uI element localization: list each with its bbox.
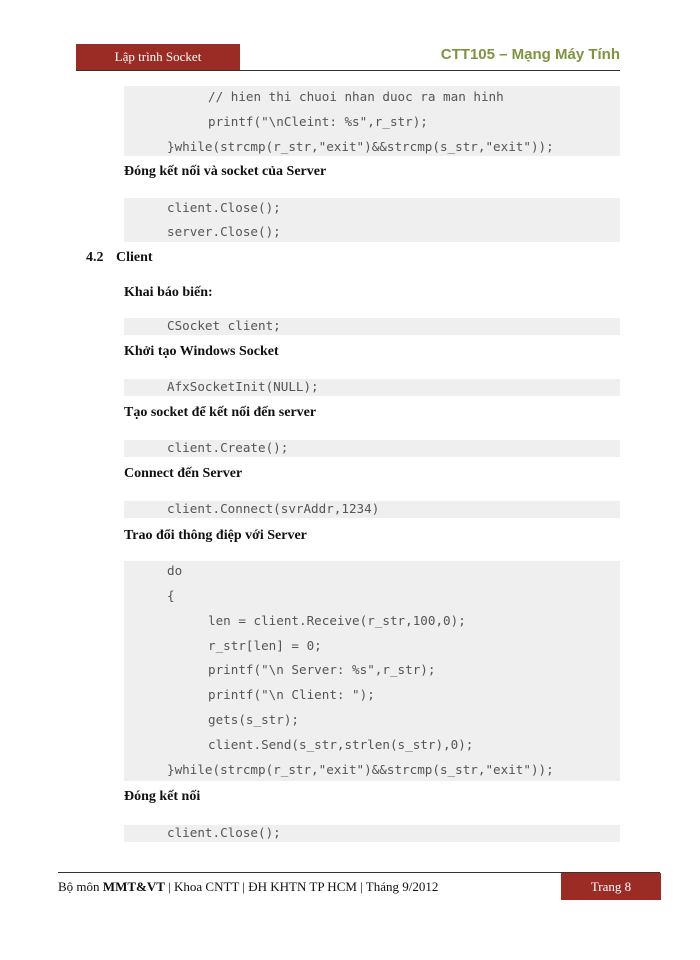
footer-page-number: Trang 8 (561, 873, 661, 900)
heading-server-close: Đóng kết nối và socket của Server (124, 164, 327, 179)
section-number: 4.2 (86, 250, 104, 265)
code-line: len = client.Receive(r_str,100,0); (208, 613, 466, 628)
code-line: do (167, 563, 183, 578)
code-line: r_str[len] = 0; (208, 638, 322, 653)
code-line: client.Send(s_str,strlen(s_str),0); (208, 737, 474, 752)
footer-dept-suffix: | Khoa CNTT | ĐH KHTN TP HCM | Tháng 9/2012 (164, 879, 439, 894)
code-line: gets(s_str); (208, 712, 299, 727)
code-line: }while(strcmp(r_str,"exit")&&strcmp(s_str,"exit")); (167, 139, 554, 154)
code-line: client.Close(); (167, 200, 281, 215)
code-line: printf("\n Server: %s",r_str); (208, 662, 436, 677)
code-block-server-close (124, 198, 620, 242)
heading-init: Khởi tạo Windows Socket (124, 344, 279, 359)
heading-exchange: Trao đổi thông điệp với Server (124, 528, 307, 543)
heading-declare: Khai báo biến: (124, 285, 213, 300)
section-title: Client (116, 250, 153, 265)
code-line: client.Close(); (167, 825, 281, 840)
header-chapter-tab: Lập trình Socket (76, 44, 240, 70)
code-line: server.Close(); (167, 224, 281, 239)
footer-dept-bold: MMT&VT (102, 879, 165, 894)
code-block-init (124, 379, 620, 396)
code-block-client-close (124, 825, 620, 842)
section-heading-client (86, 250, 153, 266)
code-line: printf("\n Client: "); (208, 687, 375, 702)
code-line: AfxSocketInit(NULL); (167, 379, 319, 394)
header-course-title: CTT105 – Mạng Máy Tính (440, 46, 620, 63)
footer-dept-prefix: Bộ môn (58, 879, 103, 894)
code-line: client.Connect(svrAddr,1234) (167, 501, 380, 516)
code-block-create (124, 440, 620, 457)
header-divider (76, 70, 620, 71)
code-line: { (167, 588, 175, 603)
code-line: client.Create(); (167, 440, 289, 455)
code-block-exchange (124, 561, 620, 781)
code-line: CSocket client; (167, 318, 281, 333)
heading-client-close: Đóng kết nối (124, 789, 201, 804)
code-block-server-loop (124, 86, 620, 156)
code-block-declare (124, 318, 620, 335)
heading-create: Tạo socket để kết nối đến server (124, 405, 317, 420)
code-line: printf("\nCleint: %s",r_str); (208, 114, 428, 129)
heading-connect: Connect đến Server (124, 466, 243, 481)
code-line: // hien thi chuoi nhan duoc ra man hinh (208, 89, 504, 104)
footer-department (58, 879, 438, 895)
code-block-connect (124, 501, 620, 518)
code-line: }while(strcmp(r_str,"exit")&&strcmp(s_str,"exit")); (167, 762, 554, 777)
